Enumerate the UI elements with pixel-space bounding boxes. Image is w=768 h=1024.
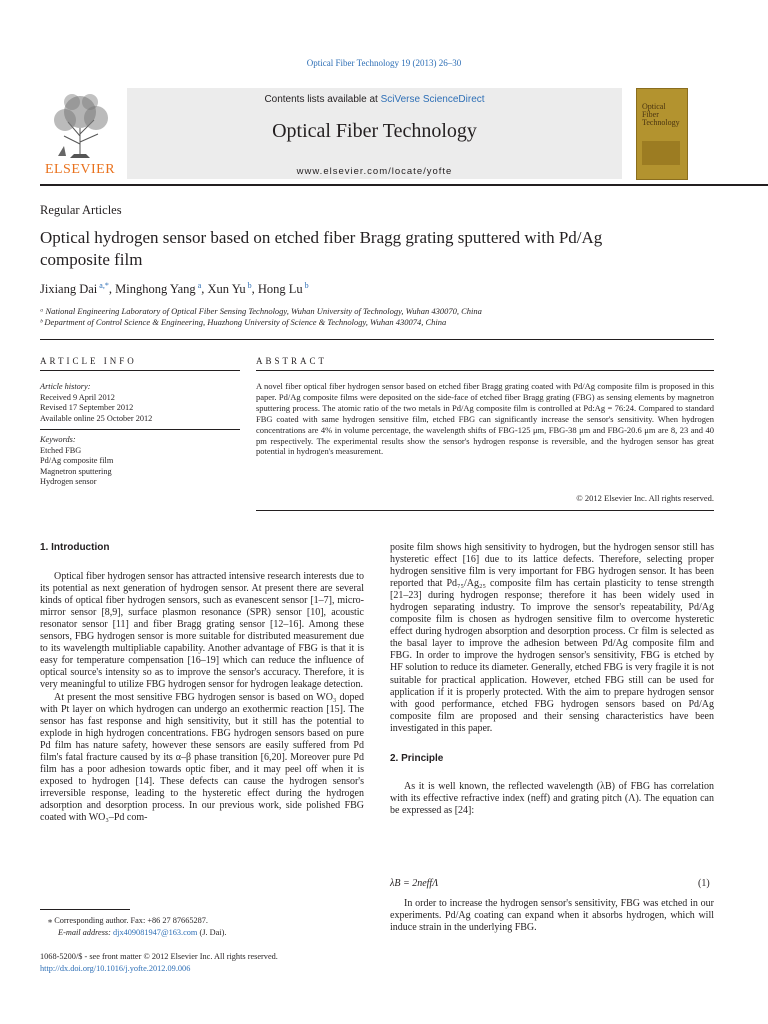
principle-paragraph-1: As it is well known, the reflected wavelength (λB) of FBG has correlation with its effective refractive index (neff) and grating pitch (Λ). The equation can be expressed as [24]: [390, 780, 714, 816]
corresponding-author-note: ⁎ Corresponding author. Fax: +86 27 87665287. [48, 916, 209, 925]
journal-cover-thumbnail[interactable] [636, 88, 688, 180]
header-rule [40, 184, 768, 186]
info-rule [40, 370, 240, 371]
intro-paragraph-2: At present the most sensitive FBG hydrogen sensor is based on WO₃ doped with Pt layer on which hydrogen can undergo an exothermic reaction [15]. The sensor has fast response and high sensitivity, but it still has the potential to explode in high hydrogen concentrations. FBG hydrogen sensors based on pure Pd film has nature safety, however these sensors are easily suffered from Pd film's fatal fracture caused by its α–β phase transition [6,20]. Moreover pure Pd film has a poor adhesion towards optic fiber, and it may peel off when it is exposed to hydrogen [14]. These defects can cause the hydrogen sensor's irreversible response, leading to the hysteretic effect during the hydrogen adsorption and desorption process. In our previous work, side polished FBG coated with WO₃–Pd com- [40, 691, 364, 823]
right-column-continued [390, 898, 714, 934]
keyword-item: Etched FBG [40, 445, 82, 455]
article-info-heading: ARTICLE INFO [40, 356, 137, 366]
principle-paragraph-2: In order to increase the hydrogen sensor's sensitivity, FBG was etched in our experiments. Pd/Ag coating can expand when it absorbs hydrogen, which will induce strain in the underlying FBG. [390, 898, 714, 934]
email-note [58, 927, 388, 938]
equation-1: λB = 2neffΛ [390, 878, 439, 889]
email-suffix: (J. Dai). [197, 928, 227, 937]
author-list [40, 281, 309, 297]
intro-paragraph-1: Optical fiber hydrogen sensor has attracted intensive research interests due to its potential as next generation of hydrogen sensor. At present there are several kinds of optical fiber hydrogen sensors, such as evanescent sensor [1–7], micro-mirror sensor [8,9], surface plasmon resonance (SPR) sensor [10], acoustic resonator sensor [11] and fiber Bragg grating sensor [12–16]. Among these sensors, FBG hydrogen sensor is more suitable for distributed measurement due to its wavelength multipliable capability. Another advantage of FBG is that it is easy for temperature compensation [16–19] which can reduce the influence of optical source's intensity so as to improve the sensor's accuracy. Therefore, it is very meaningful to utilize FBG hydrogen sensor for hydrogen leakage detection. [40, 571, 364, 691]
contents-prefix: Contents lists available at [264, 94, 381, 105]
affiliation-a: ᵃ National Engineering Laboratory of Optical Fiber Sensing Technology, Wuhan University of Technology, Wuhan 430070, China [40, 306, 482, 316]
author-name[interactable]: Minghong Yang [115, 282, 196, 297]
history-revised: Revised 17 September 2012 [40, 403, 134, 412]
equation-number: (1) [698, 878, 710, 889]
right-paragraph-1: posite film shows high sensitivity to hydrogen, but the hydrogen sensor still has hysteretic effect [16] due to its lattice defects. Therefore, selecting proper hydrogen sensitive film is very important for FBG hydrogen sensor. It has been reported that Pd₇₅/Ag₂₅ composite film has certain plasticity to tense strength [21–23] during hydrogen response; therefore it has been widely used in hydrogen separating industry. To improve the sensor's repeatability, Pd/Ag composite film is chosen as hydrogen sensitive film to overcome hysteretic effect during hydrogen absorption and desorption process. Cr film is selected as the basal layer to improve the adhesion between Pd/Ag composite film and FBG. In order to improve the hydrogen sensor's sensitivity, FBG is etched by HF solution to reduce its diameter. Generally, etched FBG is very fragile it is not suitable for practical application. However, etched FBG still can be used for application if it is properly protected. With the aim to prepare hydrogen sensor with good performance, etched FBG hydrogen sensors based on Pd/Ag composite film are proposed and their sensing characteristics have been investigated in this paper. [390, 542, 714, 734]
doi-link[interactable]: http://dx.doi.org/10.1016/j.yofte.2012.09.006 [40, 964, 191, 973]
left-column [40, 542, 364, 824]
principle-heading: 2. Principle [390, 752, 444, 764]
affiliation-rule [40, 339, 714, 340]
abstract-rule [256, 370, 714, 371]
footnote-rule [40, 909, 130, 910]
author-affiliation-marker[interactable]: b [245, 281, 252, 290]
author-separator: , [108, 282, 116, 297]
elsevier-logo [40, 88, 120, 180]
introduction-heading: 1. Introduction [40, 542, 110, 553]
affiliation-b: ᵇ Department of Control Science & Engineering, Huazhong University of Science & Technology, Wuhan 430074, China [40, 317, 447, 327]
email-link[interactable]: djx409081947@163.com [113, 928, 198, 937]
abstract-text: A novel fiber optical fiber hydrogen sensor based on etched fiber Bragg grating coated with Pd/Ag composite film is proposed in this paper. Pd/Ag composite films were deposited on the side-face of etched fiber Bragg grating (FBG) as sensing elements by magnetron sputtering process. The atomic ratio of the two metals in Pd/Ag composite film is controlled at Pd:Ag = 76:24. Compared to standard FBG coated with same hydrogen sensitive film, etched FBG can significantly increase the sensor's sensitivity. When hydrogen concentrations are 4% in volume percentage, the wavelength shifts of FBG-125 μm, FBG-38 μm and FBG-20.6 μm are 8, 23 and 40 pm respectively. The experimental results show the sensor's hydrogen response is reversible, and the hydrogen sensor has great potential in hydrogen's measurement. [256, 381, 714, 457]
keyword-item: Pd/Ag composite film [40, 456, 114, 465]
sciencedirect-link[interactable]: SciVerse ScienceDirect [380, 94, 485, 105]
publisher-name: ELSEVIER [44, 162, 116, 177]
right-column [390, 542, 714, 817]
journal-url[interactable]: www.elsevier.com/locate/yofte [296, 166, 453, 177]
article-title: Optical hydrogen sensor based on etched fiber Bragg grating sputtered with Pd/Ag composite film [40, 228, 603, 269]
author-affiliation-marker[interactable]: b [302, 281, 309, 290]
contents-line [127, 94, 622, 105]
author-affiliation-marker[interactable]: a [195, 281, 202, 290]
history-received: Received 9 April 2012 [40, 392, 115, 402]
keywords-label: Keywords: [40, 435, 76, 444]
abstract-heading: ABSTRACT [256, 356, 328, 366]
keyword-item: Magnetron sputtering [40, 466, 112, 476]
author-separator: , [201, 282, 208, 297]
author-separator: , [251, 282, 258, 297]
author-affiliation-marker[interactable]: a,* [97, 281, 109, 290]
issn-line: 1068-5200/$ - see front matter © 2012 Elsevier Inc. All rights reserved. [40, 952, 278, 961]
keywords-rule [40, 429, 240, 430]
history-online: Available online 25 October 2012 [40, 413, 153, 423]
cover-title: Optical Fiber Technology [642, 102, 680, 127]
email-label: E-mail address: [58, 928, 113, 937]
author-name[interactable]: Jixiang Dai [40, 282, 98, 297]
abstract-end-rule [256, 510, 714, 511]
article-info [40, 382, 240, 488]
keyword-item: Hydrogen sensor [40, 477, 97, 486]
author-name[interactable]: Hong Lu [257, 282, 303, 297]
author-name[interactable]: Xun Yu [207, 282, 246, 297]
journal-reference[interactable]: Optical Fiber Technology 19 (2013) 26–30 [306, 58, 462, 68]
section-type: Regular Articles [40, 203, 122, 217]
journal-title: Optical Fiber Technology [272, 120, 477, 142]
history-label: Article history: [40, 382, 91, 391]
abstract-copyright: © 2012 Elsevier Inc. All rights reserved. [576, 493, 714, 503]
